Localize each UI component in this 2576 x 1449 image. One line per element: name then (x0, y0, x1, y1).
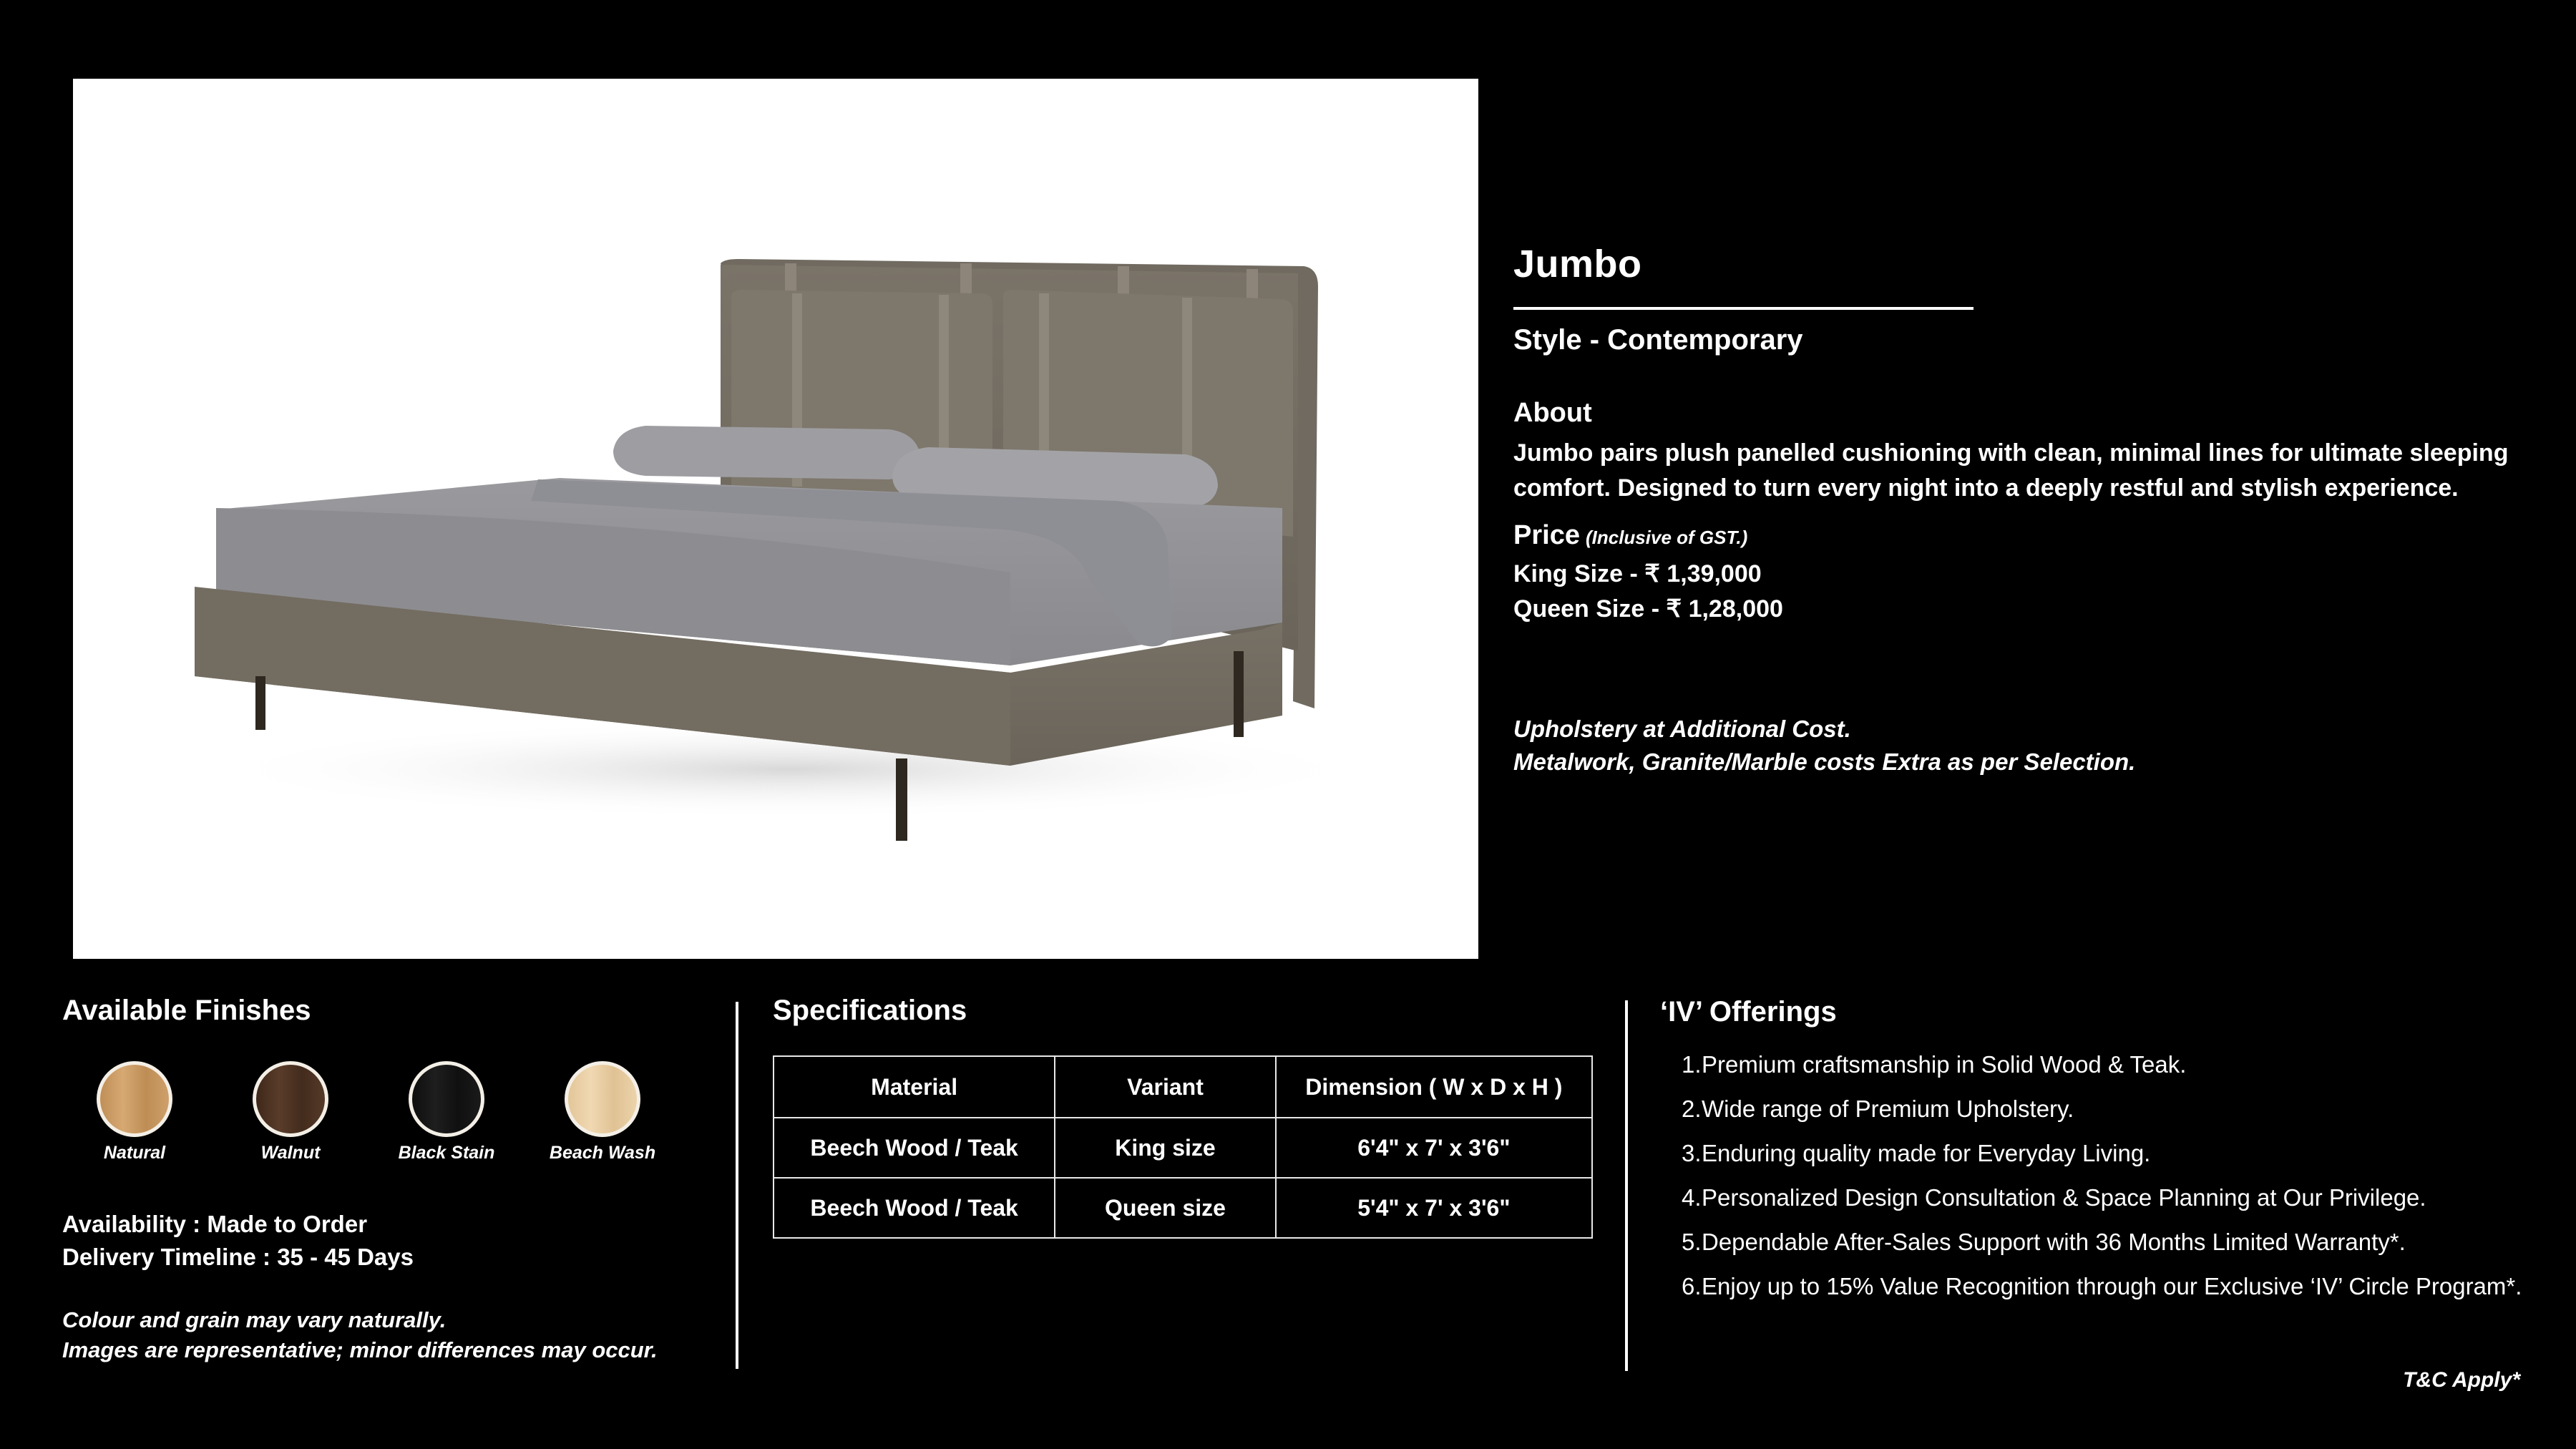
swatch-beach-wash[interactable] (549, 1061, 721, 1163)
table-row (774, 1178, 1592, 1238)
swatch-walnut-disc (253, 1061, 328, 1137)
price-queen: Queen Size - ₹ 1,28,000 (1513, 595, 1783, 623)
column-divider (736, 1002, 738, 1369)
availability-status: Availability : Made to Order (62, 1211, 368, 1237)
price-king: King Size - ₹ 1,39,000 (1513, 560, 1762, 588)
column-divider (1625, 1000, 1628, 1371)
cell-material: Beech Wood / Teak (774, 1178, 1055, 1238)
specifications-table (773, 1055, 1593, 1239)
offerings-section (1660, 996, 2562, 1309)
finishes-section (62, 995, 721, 1365)
swatch-black-stain-disc (409, 1061, 484, 1137)
list-item (1682, 1176, 2562, 1220)
cell-variant: Queen size (1055, 1178, 1275, 1238)
header-material: Material (774, 1056, 1055, 1118)
finish-swatches (62, 1061, 721, 1163)
offerings-heading: ‘IV’ Offerings (1660, 996, 1837, 1028)
list-item-number: 3. (1682, 1140, 1702, 1166)
swatch-natural-disc (97, 1061, 172, 1137)
cell-variant: King size (1055, 1118, 1275, 1178)
list-item (1682, 1043, 2562, 1087)
cost-note-metalwork: Metalwork, Granite/Marble costs Extra as per Selection. (1513, 748, 2136, 776)
swatch-natural[interactable] (97, 1061, 253, 1163)
list-item-number: 2. (1682, 1096, 1702, 1122)
list-item-text: Enjoy up to 15% Value Recognition through our Exclusive ‘IV’ Circle Program*. (1702, 1273, 2522, 1299)
cell-dimension: 5'4" x 7' x 3'6" (1276, 1178, 1592, 1238)
header-variant: Variant (1055, 1056, 1275, 1118)
header-dimension: Dimension ( W x D x H ) (1276, 1056, 1592, 1118)
list-item-number: 4. (1682, 1184, 1702, 1211)
list-item-text: Dependable After-Sales Support with 36 Months Limited Warranty*. (1702, 1229, 2406, 1255)
specifications-heading: Specifications (773, 995, 967, 1026)
list-item (1682, 1264, 2562, 1309)
table-header-row (774, 1056, 1592, 1118)
swatch-natural-label: Natural (103, 1143, 166, 1163)
delivery-timeline: Delivery Timeline : 35 - 45 Days (62, 1244, 414, 1270)
list-item-number: 1. (1682, 1051, 1702, 1078)
product-title: Jumbo (1513, 243, 1642, 286)
list-item-text: Wide range of Premium Upholstery. (1702, 1096, 2074, 1122)
terms-conditions-note: T&C Apply* (2403, 1368, 2520, 1392)
list-item (1682, 1131, 2562, 1176)
cost-note-upholstery: Upholstery at Additional Cost. (1513, 716, 1851, 743)
offerings-list (1660, 1043, 2562, 1309)
table-row (774, 1118, 1592, 1178)
cost-notes (1513, 713, 2515, 779)
product-style: Style - Contemporary (1513, 324, 1803, 356)
bed-illustration-icon (73, 79, 1478, 959)
disclaimers (62, 1305, 721, 1365)
cell-dimension: 6'4" x 7' x 3'6" (1276, 1118, 1592, 1178)
swatch-walnut-label: Walnut (260, 1143, 321, 1163)
swatch-beach-wash-label: Beach Wash (549, 1143, 656, 1163)
about-text: Jumbo pairs plush panelled cushioning with clean, minimal lines for ultimate sleeping comfort. Designed to turn every night into a deeply restful and stylish experience. (1513, 439, 2509, 502)
list-item-number: 6. (1682, 1273, 1702, 1299)
product-image (73, 79, 1478, 959)
product-info (1513, 243, 2515, 779)
price-heading-label: Price (1513, 520, 1580, 551)
swatch-black-stain-label: Black Stain (398, 1143, 495, 1163)
list-item (1682, 1220, 2562, 1264)
finishes-heading: Available Finishes (62, 995, 311, 1026)
list-item-text: Personalized Design Consultation & Space Planning at Our Privilege. (1702, 1184, 2426, 1211)
cell-material: Beech Wood / Teak (774, 1118, 1055, 1178)
swatch-black-stain[interactable] (398, 1061, 565, 1163)
price-list (1513, 557, 2515, 627)
list-item-text: Enduring quality made for Everyday Living. (1702, 1140, 2151, 1166)
list-item-number: 5. (1682, 1229, 1702, 1255)
price-heading (1513, 520, 2515, 551)
swatch-walnut[interactable] (253, 1061, 409, 1163)
availability-info (62, 1208, 721, 1274)
title-underline (1513, 307, 1974, 310)
list-item (1682, 1087, 2562, 1131)
specifications-section (773, 995, 1596, 1239)
disclaimer-colour: Colour and grain may vary naturally. (62, 1307, 447, 1332)
disclaimer-images: Images are representative; minor differences may occur. (62, 1337, 658, 1362)
list-item-text: Premium craftsmanship in Solid Wood & Teak. (1702, 1051, 2187, 1078)
about-heading: About (1513, 398, 1592, 429)
price-gst-note: (Inclusive of GST.) (1585, 527, 1748, 549)
swatch-beach-wash-disc (565, 1061, 640, 1137)
